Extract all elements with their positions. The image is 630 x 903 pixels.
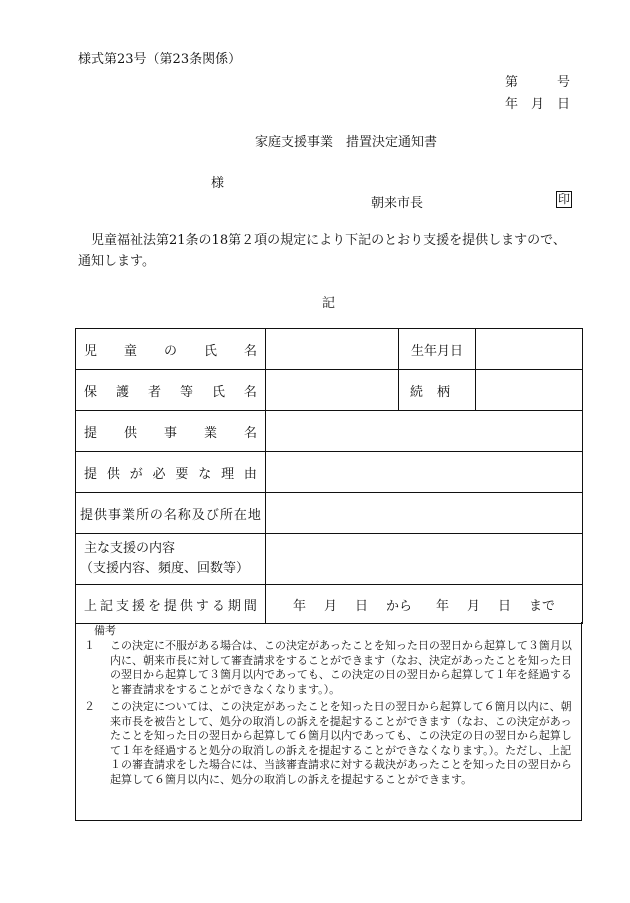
document-date-line: 年 月 日 — [505, 97, 571, 112]
support-content-label-line1: 主な支援の内容 — [84, 541, 176, 556]
sender-name: 朝来市長 — [371, 196, 424, 211]
support-content-label-line2: （支援内容、頻度、回数等） — [80, 561, 250, 576]
body-text: 児童福祉法第21条の18第２項の規定により下記のとおり支援を提供しますので、通知します。 — [78, 233, 566, 269]
note-1-number: １ — [84, 639, 95, 652]
addressee-honorific: 様 — [211, 176, 225, 191]
support-content-label — [76, 534, 266, 585]
note-2-text: この決定については、この決定があったことを知った日の翌日から起算して６箇月以内に、朝来市長を被告として、処分の取消しの訴えを提起することができます（なお、この決定があったことを知った日の翌日から起算して６箇月以内であっても、この決定の日の翌日から起算して１年を経過すると処分の取消しの訴えを提起することができなくなります。）。ただし、上記１の審査請求をした場合には、当該審査請求に対する裁決があったことを知った日の翌日から起算して６箇月以内に、処分の取消しの訴えを提起することができます。 — [110, 700, 572, 786]
period-end-day: 日 — [498, 598, 512, 614]
period-start-year: 年 — [292, 598, 306, 614]
form-number-label: 様式第23号（第23条関係） — [78, 52, 242, 67]
provider-label-text: 提 供 事 業 所 の 名 称 及 び 所 在 地 — [80, 507, 261, 523]
support-content-field — [266, 534, 583, 585]
note-1-text: この決定に不服がある場合は、この決定があったことを知った日の翌日から起算して３箇月以内に、朝来市長に対して審査請求をすることができます（なお、決定があったことを知った日の翌日から起算して３箇月以内であっても、この決定の日の翌日から起算して１年を経過すると審査請求をすることができなくなります。）。 — [110, 639, 572, 696]
relationship-field — [476, 370, 583, 411]
note-2-number: ２ — [84, 700, 95, 713]
child-name-label — [76, 329, 266, 370]
row-support-content — [76, 534, 583, 585]
row-child-name — [76, 329, 583, 370]
period-end-year: 年 — [436, 598, 450, 614]
child-name-label-text: 児 童 の 氏 名 — [84, 343, 257, 359]
reason-label — [76, 452, 266, 493]
reason-field — [266, 452, 583, 493]
period-field — [266, 585, 583, 624]
period-start-month: 月 — [323, 598, 337, 614]
provider-field — [266, 493, 583, 534]
relationship-label: 続柄 — [399, 370, 476, 411]
notes-heading: 備考 — [94, 624, 116, 637]
guardian-name-field — [266, 370, 399, 411]
period-label — [76, 585, 266, 624]
service-name-label-text: 提 供 事 業 名 — [84, 425, 257, 441]
guardian-name-label-text: 保 護 者 等 氏 名 — [84, 384, 257, 400]
service-name-label — [76, 411, 266, 452]
row-service-name — [76, 411, 583, 452]
ki-heading: 記 — [322, 296, 336, 311]
child-name-field — [266, 329, 399, 370]
provider-label — [76, 493, 266, 534]
birthdate-field — [476, 329, 583, 370]
document-title: 家庭支援事業 措置決定通知書 — [255, 135, 438, 150]
document-number-line: 第 号 — [505, 75, 571, 90]
birthdate-label: 生年月日 — [399, 329, 476, 370]
service-name-field — [266, 411, 583, 452]
row-period — [76, 585, 583, 624]
period-from: から — [385, 598, 412, 614]
guardian-name-label — [76, 370, 266, 411]
row-guardian-name — [76, 370, 583, 411]
row-provider — [76, 493, 583, 534]
period-label-text: 上 記 支 援 を 提 供 す る 期 間 — [84, 598, 257, 614]
period-text — [274, 595, 574, 614]
period-end-month: 月 — [467, 598, 481, 614]
notice-table — [75, 328, 583, 624]
period-start-day: 日 — [354, 598, 368, 614]
seal-mark: 印 — [557, 192, 570, 206]
period-until: まで — [529, 598, 556, 614]
reason-label-text: 提 供 が 必 要 な 理 由 — [84, 466, 257, 482]
notes-box — [75, 622, 582, 821]
row-reason — [76, 452, 583, 493]
